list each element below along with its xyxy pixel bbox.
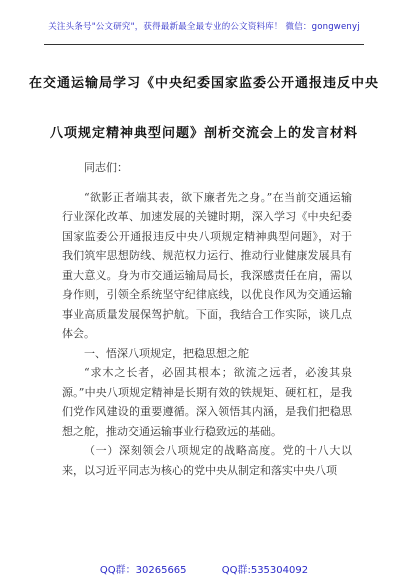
footer bbox=[0, 561, 408, 576]
footer-qq-group-2: QQ群:535304092 bbox=[221, 565, 309, 576]
body-paragraph: “欲影正者端其表，欲下廉者先之身。”在当前交通运输行业深化改革、加速发展的关键时期，深入学习《中央纪委国家监委公开通报违反中央八项规定精神典型问题》，对于我们筑牢思想防线、规范权力运行、推动行业健康发展具有重大意义。身为市交通运输局局长，我深感责任在肩，需以身作则，引领全系统坚守纪律底线，以优良作风为交通运输事业高质量发展保驾护航。下面，我结合工作实际，谈几点体会。 bbox=[62, 190, 352, 340]
section-heading: 一、悟深八项规定，把稳思想之舵 bbox=[84, 346, 249, 360]
header-banner bbox=[0, 0, 408, 62]
document-body bbox=[62, 158, 352, 480]
document-title-line-1: 在交通运输局学习《中央纪委国家监委公开通报违反中央 bbox=[28, 76, 379, 91]
document-title-line-2: 八项规定精神典型问题》剖析交流会上的发言材料 bbox=[49, 126, 358, 141]
salutation: 同志们： bbox=[84, 161, 128, 174]
footer-qq-group-1: QQ群：30265665 bbox=[99, 565, 187, 576]
header-promo-text: 关注头条号"公文研究"，获得最新最全最专业的公文资料库！ 微信：gongwenyj bbox=[48, 22, 360, 32]
header-divider bbox=[44, 44, 364, 45]
body-paragraph: “求木之长者，必固其根本；欲流之远者，必浚其泉源。”中央八项规定精神是长期有效的铁规矩、硬杠杠，是我们党作风建设的重要遵循。深入领悟其内涵，是我们把稳思想之舵，推动交通运输事业行稳致远的基础。 bbox=[62, 366, 352, 438]
body-paragraph: （一）深刻领会八项规定的战略高度。党的十八大以来，以习近平同志为核心的党中央从制定和落实中央八项 bbox=[62, 444, 352, 477]
